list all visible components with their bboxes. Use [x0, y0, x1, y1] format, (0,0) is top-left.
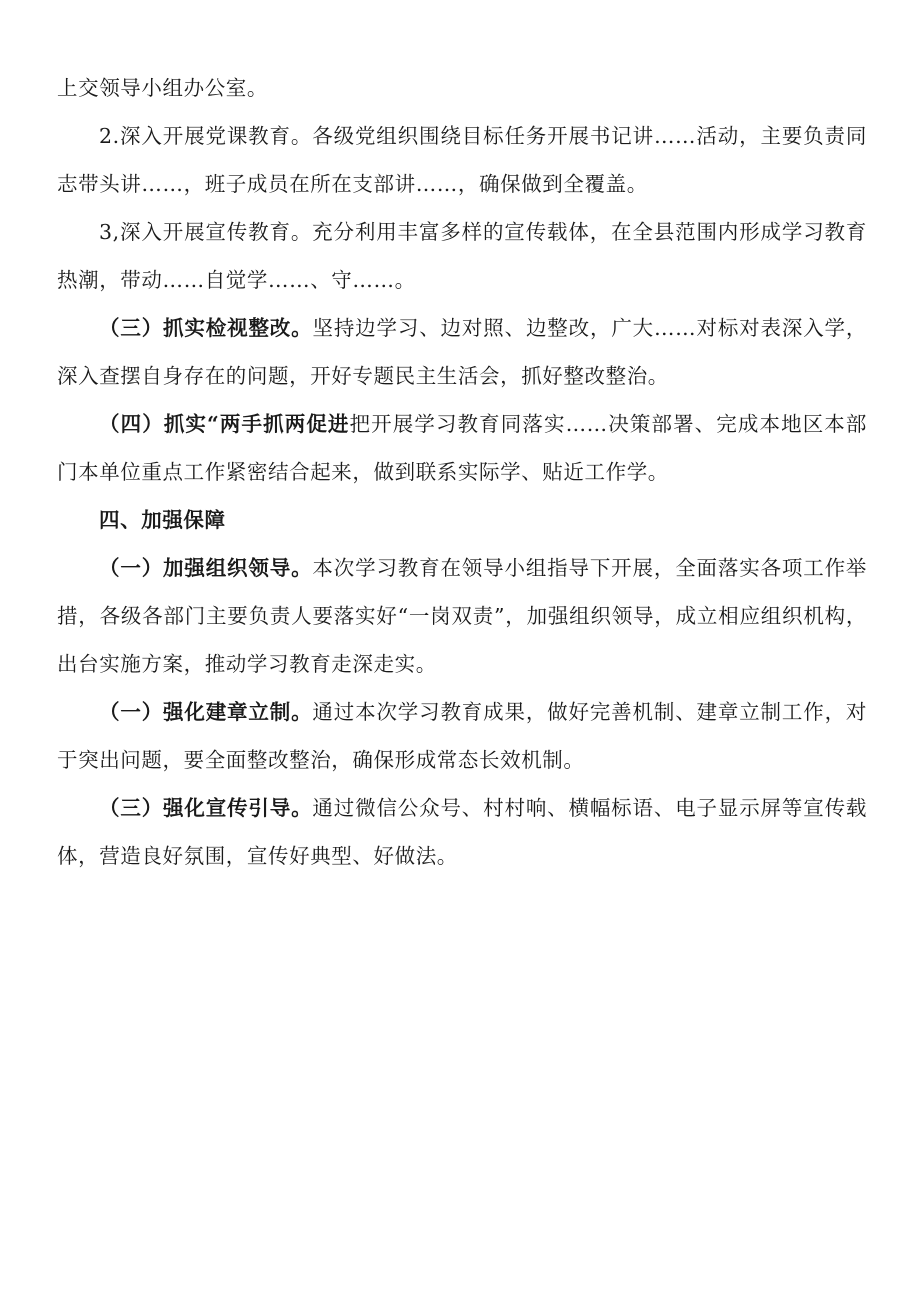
paragraph-text: 通过微信公众号、村村响、横幅标语、电子显示屏等宣传载体，营造良好氛围，宣传好典型、好做法。 — [57, 796, 868, 868]
paragraph-text: 3,深入开展宣传教育。充分利用丰富多样的宣传载体，在全县范围内形成学习教育热潮，带动……自觉学……、守……。 — [57, 220, 867, 292]
paragraph-lead: （一）强化建章立制。 — [99, 700, 313, 724]
paragraph-text: 坚持边学习、边对照、边整改，广大……对标对表深入学，深入查摆自身存在的问题，开好专题民主生活会，抓好整改整治。 — [57, 316, 867, 388]
paragraph-organizational-leadership — [57, 544, 867, 688]
paragraph-party-lecture — [57, 112, 867, 208]
paragraph-publicity-guidance — [57, 784, 867, 880]
paragraph-two-hands — [57, 400, 867, 496]
paragraph-lead: （一）加强组织领导。 — [99, 556, 313, 580]
document-body — [57, 64, 867, 880]
paragraph-lead: （四）抓实“两手抓两促进 — [99, 412, 350, 436]
section-heading-safeguards — [57, 496, 867, 544]
paragraph-text: 本次学习教育在领导小组指导下开展，全面落实各项工作举措，各级各部门主要负责人要落实好“一岗双责”，加强组织领导，成立相应组织机构，出台实施方案，推动学习教育走深走实。 — [57, 556, 868, 676]
paragraph-publicity-education — [57, 208, 867, 304]
paragraph-continuation — [57, 64, 867, 112]
section-heading-text: 四、加强保障 — [99, 508, 226, 532]
paragraph-text: 把开展学习教育同落实……决策部署、完成本地区本部门本单位重点工作紧密结合起来，做到联系实际学、贴近工作学。 — [57, 412, 867, 484]
paragraph-lead: （三）强化宣传引导。 — [99, 796, 313, 820]
paragraph-text: 通过本次学习教育成果，做好完善机制、建章立制工作，对于突出问题，要全面整改整治，确保形成常态长效机制。 — [57, 700, 868, 772]
paragraph-text: 上交领导小组办公室。 — [57, 76, 268, 100]
paragraph-rectification — [57, 304, 867, 400]
paragraph-lead: （三）抓实检视整改。 — [99, 316, 313, 340]
paragraph-text: 2.深入开展党课教育。各级党组织围绕目标任务开展书记讲……活动，主要负责同志带头讲……，班子成员在所在支部讲……，确保做到全覆盖。 — [57, 124, 867, 196]
paragraph-institution-building — [57, 688, 867, 784]
